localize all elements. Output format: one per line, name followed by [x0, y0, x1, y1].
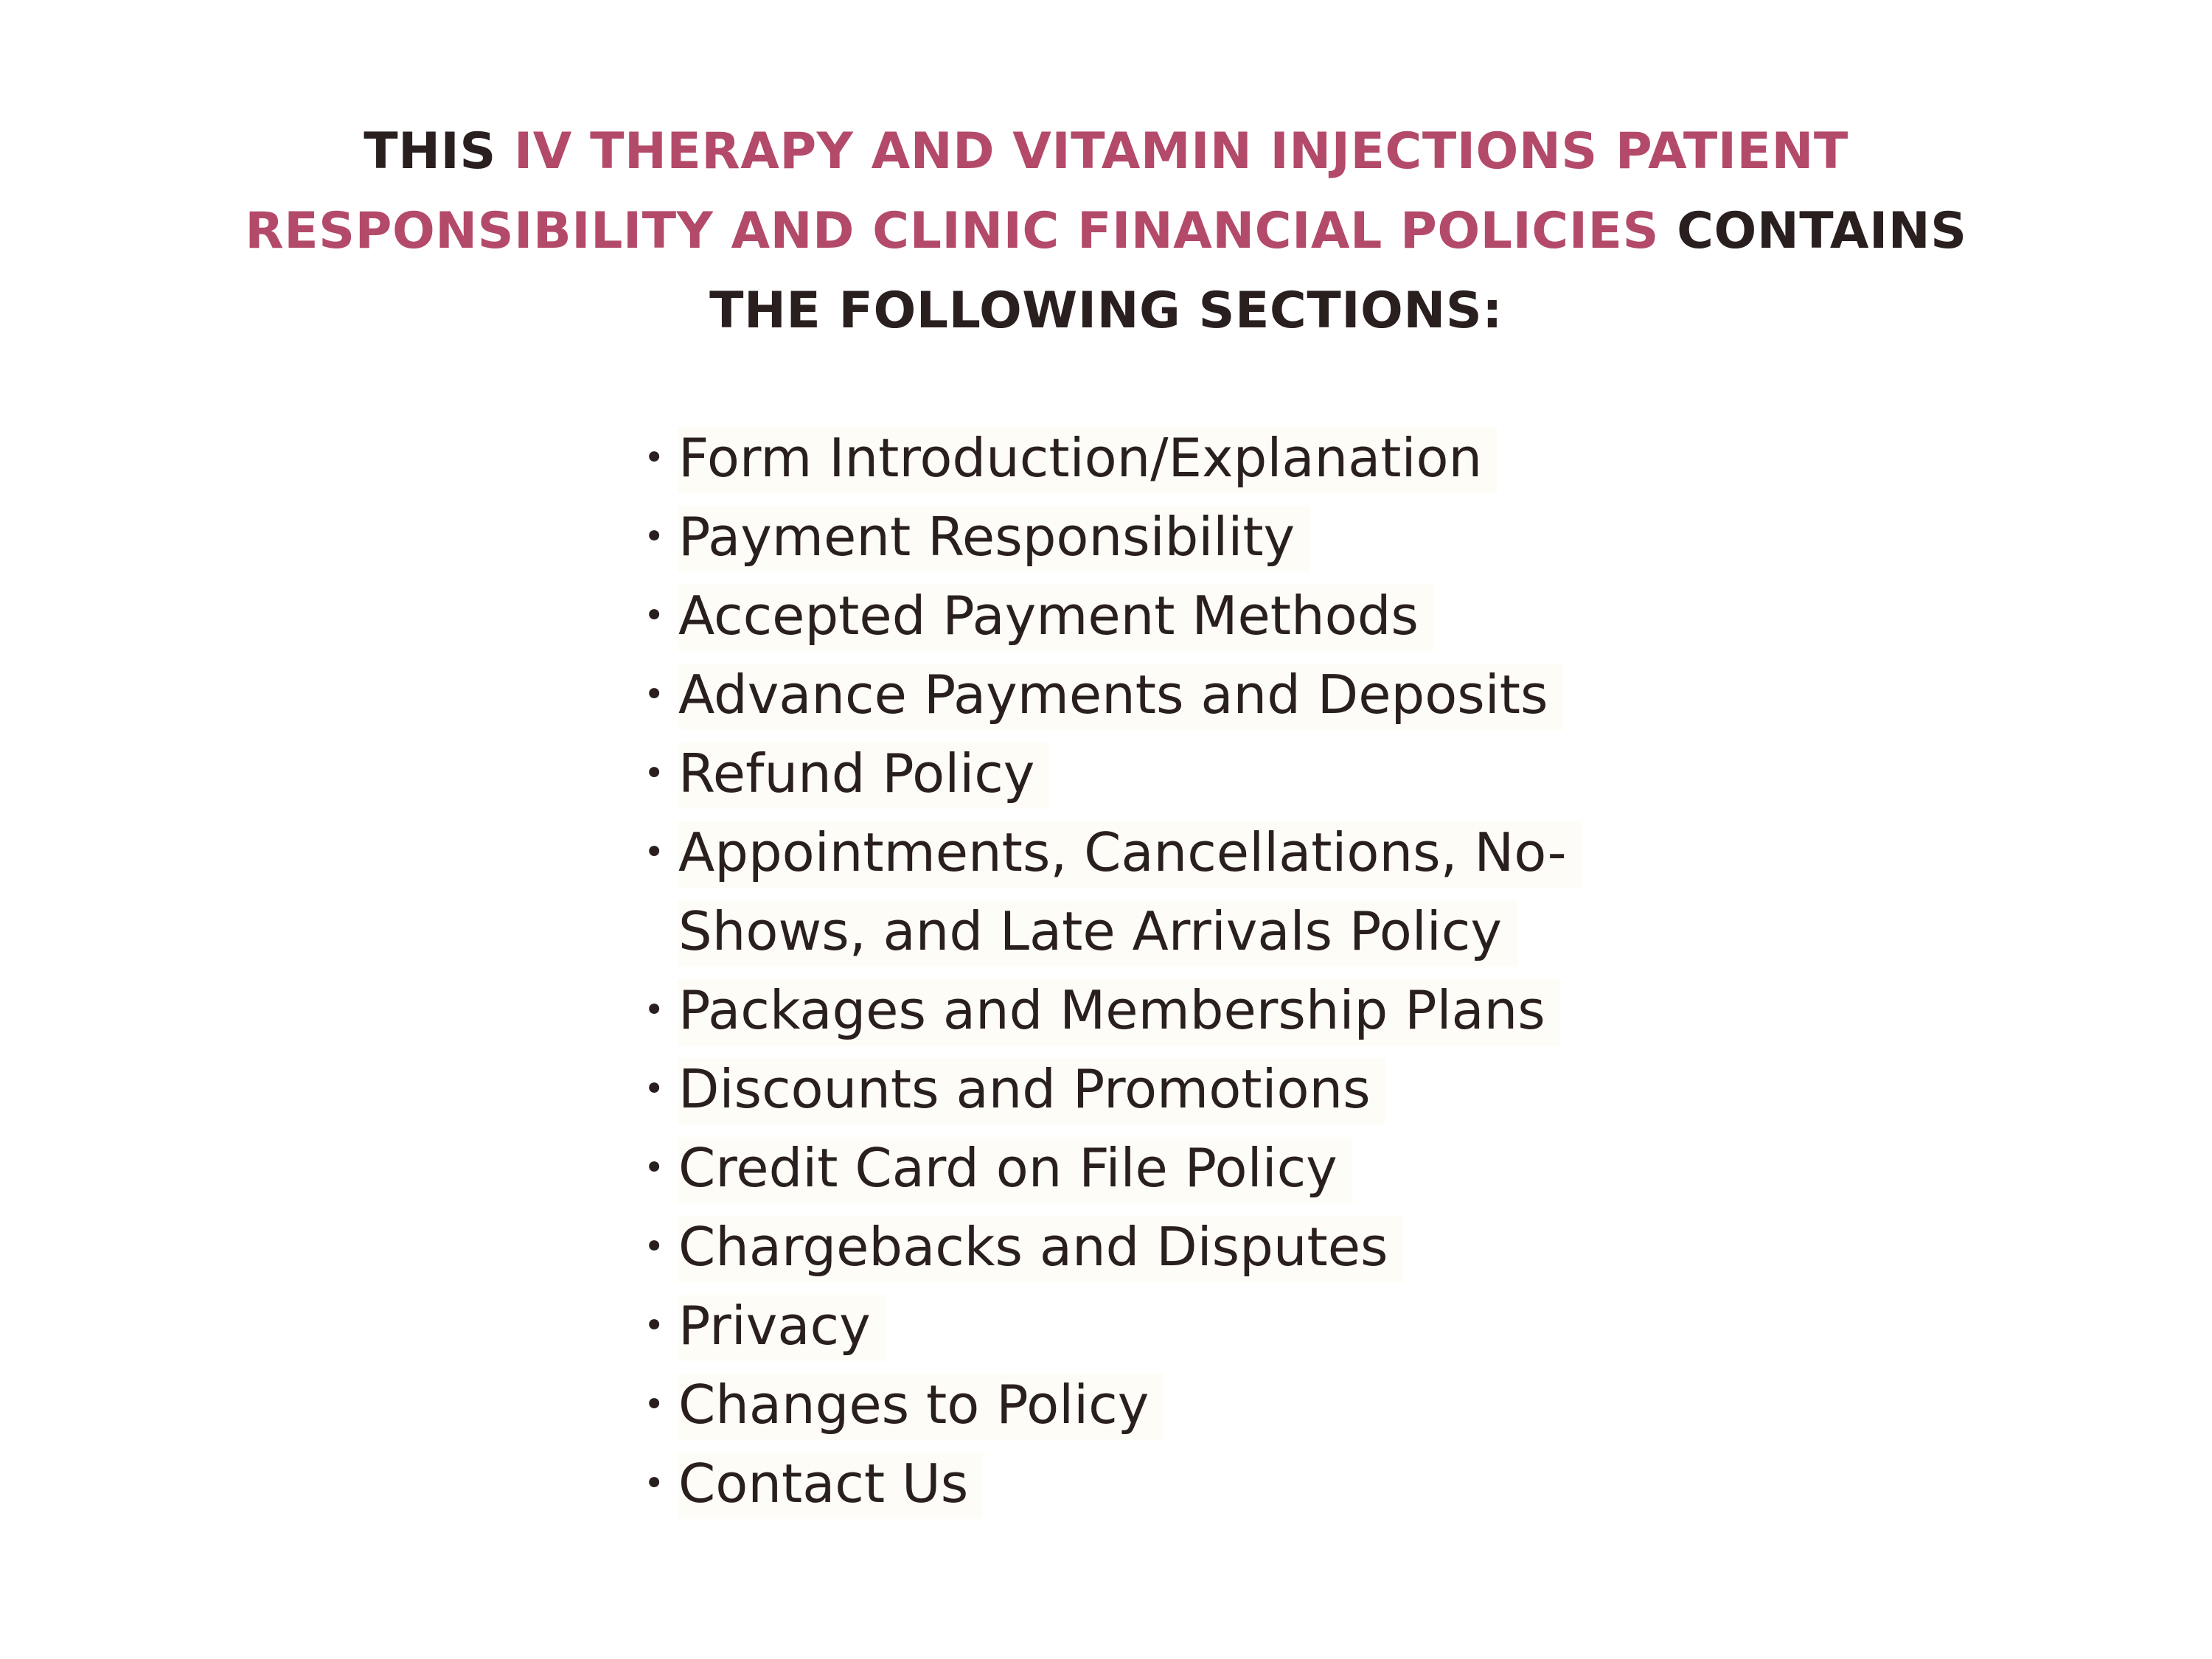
bullet-icon: [644, 1287, 673, 1366]
section-label: Appointments, Cancellations, No-Shows, and Late Arrivals Policy: [678, 821, 1582, 967]
bullet-icon: [644, 655, 673, 734]
section-label: Payment Responsibility: [678, 506, 1310, 572]
section-label: Credit Card on File Policy: [678, 1137, 1352, 1203]
list-item: [623, 577, 1593, 655]
list-item: [623, 419, 1593, 498]
list-item: [623, 971, 1593, 1050]
bullet-icon: [644, 498, 673, 577]
bullet-icon: [644, 1050, 673, 1129]
list-item: [623, 813, 1593, 971]
list-item: [623, 1129, 1593, 1208]
section-label: Discounts and Promotions: [678, 1058, 1385, 1124]
sections-list: [623, 419, 1593, 1523]
list-item: [623, 1444, 1593, 1523]
section-label: Changes to Policy: [678, 1374, 1164, 1440]
heading-suffix: CONTAINS THE FOLLOWING SECTIONS:: [709, 202, 1967, 340]
section-label: Form Introduction/Explanation: [678, 427, 1497, 493]
list-item: [623, 1366, 1593, 1444]
bullet-icon: [644, 1129, 673, 1208]
list-item: [623, 734, 1593, 813]
section-label: Privacy: [678, 1295, 886, 1361]
list-item: [623, 1287, 1593, 1366]
bullet-icon: [644, 1444, 673, 1523]
list-item: [623, 1208, 1593, 1287]
section-label: Accepted Payment Methods: [678, 585, 1433, 651]
bullet-icon: [644, 971, 673, 1050]
list-item: [623, 1050, 1593, 1129]
section-label: Refund Policy: [678, 742, 1049, 809]
heading-form-title: IV THERAPY AND VITAMIN INJECTIONS PATIENT RESPONSIBILITY AND CLINIC FINANCIAL POLICIES: [245, 122, 1848, 260]
heading-prefix: THIS: [364, 122, 514, 181]
section-label: Contact Us: [678, 1453, 983, 1519]
section-label: Chargebacks and Disputes: [678, 1216, 1403, 1282]
section-label: Packages and Membership Plans: [678, 979, 1560, 1046]
list-item: [623, 655, 1593, 734]
section-label: Advance Payments and Deposits: [678, 664, 1563, 730]
bullet-icon: [644, 734, 673, 813]
list-item: [623, 498, 1593, 577]
bullet-icon: [644, 577, 673, 655]
page-heading: [221, 112, 1991, 351]
bullet-icon: [644, 813, 673, 892]
bullet-icon: [644, 1366, 673, 1444]
bullet-icon: [644, 1208, 673, 1287]
bullet-icon: [644, 419, 673, 498]
